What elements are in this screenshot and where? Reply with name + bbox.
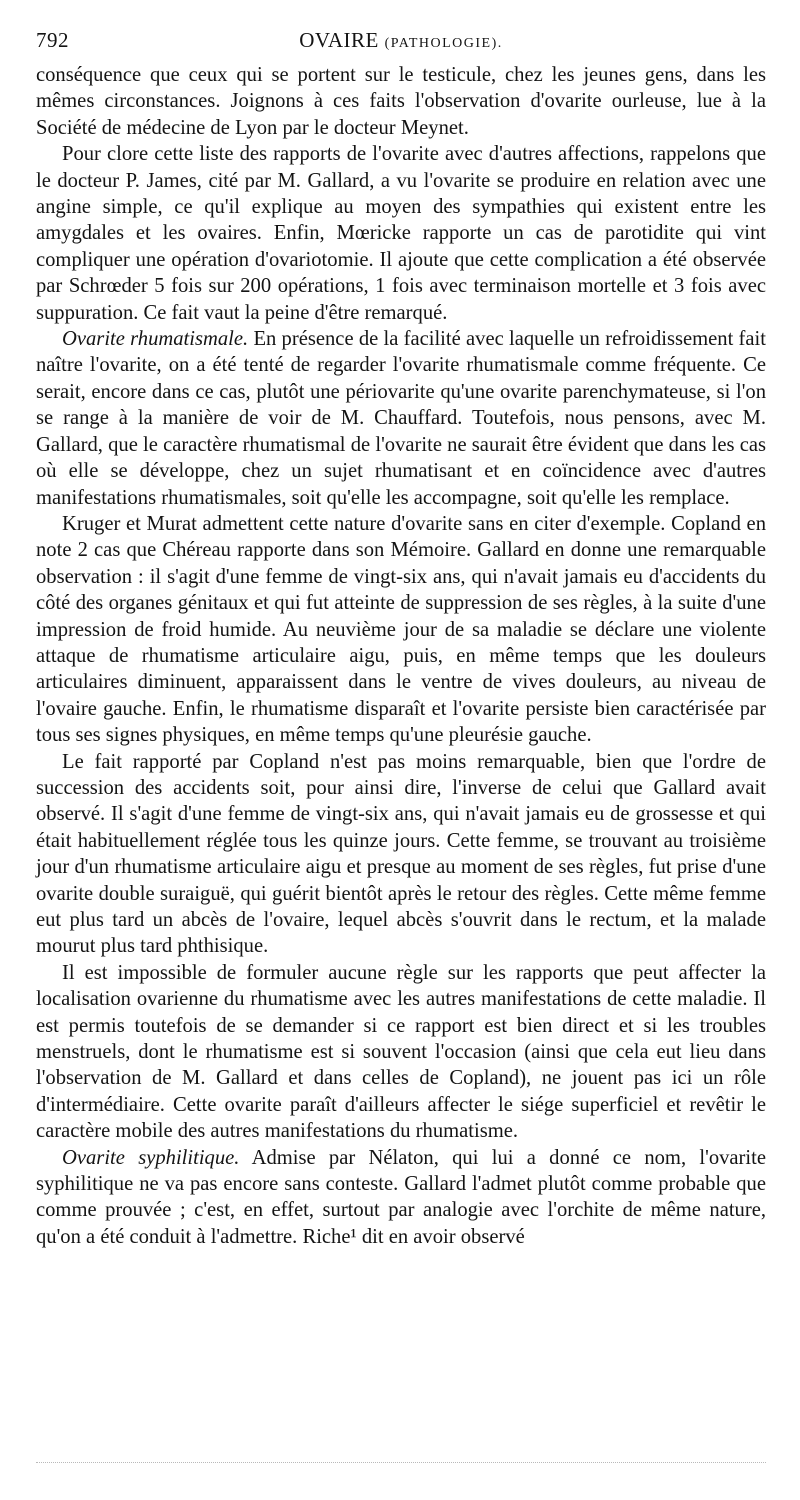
paragraph-text: Admise par Nélaton, qui lui a donné ce nom, l'ovarite syphilitique ne va pas encore sans conteste. Gallard l'admet plutôt comme probable que comme prouvée ; c'est, en effet, surtout par analogie avec l'orchite de même nature, qu'on a été conduit à l'admettre. Riche¹ dit en avoir observé — [36, 1146, 766, 1248]
paragraph-text: Le fait rapporté par Copland n'est pas moins remarquable, bien que l'ordre de succession des accidents soit, pour ainsi dire, l'inverse de celui que Gallard avait observé. Il s'agit d'une femme de vingt-six ans, qui n'avait jamais eu de grossesse et qui était habituellement réglée tous les quinze jours. Cette femme, se trouvant au troisième jour d'un rhumatisme articulaire aigu et presque au moment de ses règles, fut prise d'une ovarite double suraiguë, qui guérit bientôt après le retour des règles. Cette même femme eut plus tard un abcès de l'ovaire, lequel abcès s'ouvrit dans le rectum, et la malade mourut plus tard phthisique. — [36, 750, 766, 958]
running-title — [96, 28, 766, 53]
paragraph-2 — [36, 141, 766, 326]
section-lead-ovarite-rhumatismale: Ovarite rhumatismale. — [62, 328, 249, 351]
paragraph-text: conséquence que ceux qui se portent sur le testicule, chez les jeunes gens, dans les mêmes circonstances. Joignons à ces faits l'observation d'ovarite ourleuse, lue à la Société de médecine de Lyon par le docteur Meynet. — [36, 64, 766, 139]
paragraph-1 — [36, 62, 766, 141]
paragraph-6 — [36, 960, 766, 1145]
section-lead-ovarite-syphilitique: Ovarite syphilitique. — [62, 1146, 240, 1169]
running-title-subtitle: (PATHOLOGIE). — [384, 36, 503, 51]
page-body — [36, 62, 766, 1250]
paragraph-3 — [36, 326, 766, 511]
paragraph-4 — [36, 511, 766, 749]
book-page — [36, 28, 766, 1250]
paragraph-text: En présence de la facilité avec laquelle un refroidissement fait naître l'ovarite, on a été tenté de regarder l'ovarite rhumatismale comme fréquente. Ce serait, encore dans ce cas, plutôt une périovarite qu'une ovarite parenchymateuse, si l'on se range à la manière de voir de M. Chauffard. Toutefois, nous pensons, avec M. Gallard, que le caractère rhumatismal de l'ovarite ne saurait être évident que dans les cas où elle se développe, chez un sujet rhumatisant et en coïncidence avec d'autres manifestations rhumatismales, soit qu'elle les accompagne, soit qu'elle les remplace. — [36, 328, 766, 509]
running-header — [36, 28, 766, 62]
paragraph-text: Kruger et Murat admettent cette nature d'ovarite sans en citer d'exemple. Copland en note 2 cas que Chéreau rapporte dans son Mémoire. Gallard en donne une remarquable observation : il s'agit d'une femme de vingt-six ans, qui n'avait jamais eu d'accidents du côté des organes génitaux et qui fut atteinte de suppression de ses règles, à la suite d'une impression de froid humide. Au neuvième jour de sa maladie se déclare une violente attaque de rhumatisme articulaire aigu, puis, en même temps que les douleurs articulaires diminuent, apparaissent dans le ventre de vives douleurs, au niveau de l'ovaire gauche. Enfin, le rhumatisme disparaît et l'ovarite persiste bien caractérisée par tous ses signes physiques, en même temps qu'une pleurésie gauche. — [36, 512, 766, 747]
running-title-main: OVAIRE — [299, 28, 379, 52]
paragraph-5 — [36, 749, 766, 960]
paragraph-7 — [36, 1145, 766, 1251]
paragraph-text: Il est impossible de formuler aucune règle sur les rapports que peut affecter la localisation ovarienne du rhumatisme avec les autres manifestations de cette maladie. Il est permis toutefois de se demander si ce rapport est bien direct et si les troubles menstruels, dont le rhumatisme est si souvent l'occasion (ainsi que cela eut lieu dans l'observation de M. Gallard et dans celles de Copland), ne jouent pas ici un rôle d'intermédiaire. Cette ovarite paraît d'ailleurs affecter le siége superficiel et revêtir le caractère mobile des autres manifestations du rhumatisme. — [36, 961, 766, 1143]
page-number: 792 — [36, 28, 69, 52]
paragraph-text: Pour clore cette liste des rapports de l'ovarite avec d'autres affections, rappelons que le docteur P. James, cité par M. Gallard, a vu l'ovarite se produire en relation avec une angine simple, ce qu'il explique au moyen des sympathies qui existent entre les amygdales et les ovaires. Enfin, Mœricke rapporte un cas de parotidite qui vint compliquer une opération d'ovariotomie. Il ajoute que cette complication a été observée par Schrœder 5 fois sur 200 opérations, 1 fois avec terminaison mortelle et 3 fois avec suppuration. Ce fait vaut la peine d'être remarqué. — [36, 143, 766, 324]
footnote-separator — [36, 1462, 766, 1463]
